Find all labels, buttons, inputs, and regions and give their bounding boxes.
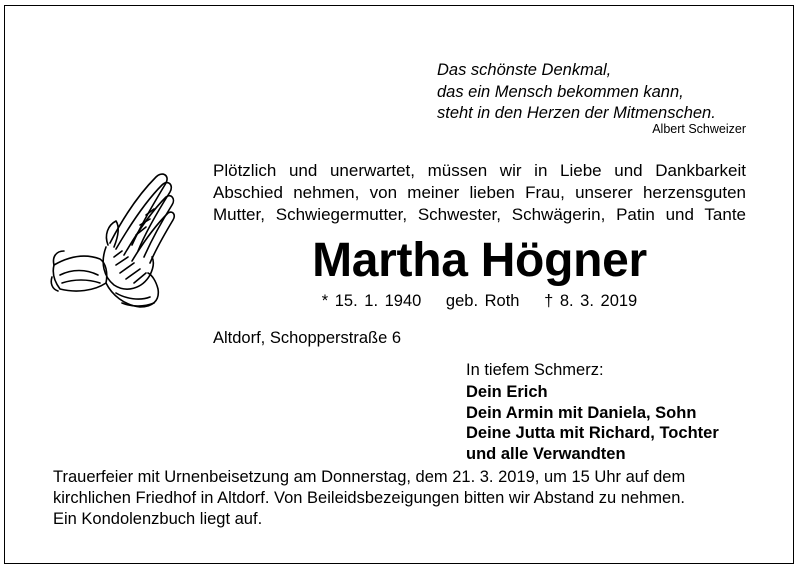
mourner-name: und alle Verwandten — [466, 444, 626, 463]
praying-hands-icon — [50, 165, 180, 313]
mourner-name: Deine Jutta mit Richard, Tochter — [466, 424, 719, 442]
quote-line: Das schönste Denkmal, — [437, 61, 612, 79]
intro-text — [213, 160, 746, 226]
deceased-name: Martha Högner — [312, 234, 647, 287]
death-date: † 8. 3. 2019 — [544, 292, 638, 310]
funeral-line: Ein Kondolenzbuch liegt auf. — [53, 510, 263, 528]
funeral-line: kirchlichen Friedhof in Altdorf. Von Beileidsbezeigungen bitten wir Abstand zu nehmen. — [53, 489, 685, 507]
quote-line: steht in den Herzen der Mitmenschen. — [437, 104, 716, 122]
quote — [437, 60, 757, 125]
mourner-name: Dein Armin mit Daniela, Sohn — [466, 403, 697, 422]
intro-line: Plötzlich und unerwartet, müssen wir in Liebe und Dankbarkeit — [213, 161, 746, 180]
intro-line: Mutter, Schwiegermutter, Schwester, Schwägerin, Patin und Tante — [213, 205, 746, 224]
funeral-line: Trauerfeier mit Urnenbeisetzung am Donnerstag, dem 21. 3. 2019, um 15 Uhr auf dem — [53, 468, 686, 486]
mourners-label: In tiefem Schmerz: — [466, 361, 604, 379]
address: Altdorf, Schopperstraße 6 — [213, 329, 402, 347]
quote-line: das ein Mensch bekommen kann, — [437, 82, 684, 101]
funeral-info — [53, 467, 747, 530]
mourner-name: Dein Erich — [466, 383, 548, 401]
intro-line: Abschied nehmen, von meiner lieben Frau, unserer herzensguten — [213, 183, 746, 202]
life-dates — [213, 292, 746, 311]
maiden-name: geb. Roth — [445, 292, 520, 310]
mourners-list — [466, 382, 719, 464]
birth-date: * 15. 1. 1940 — [321, 292, 422, 310]
quote-author: Albert Schweizer — [652, 122, 746, 136]
